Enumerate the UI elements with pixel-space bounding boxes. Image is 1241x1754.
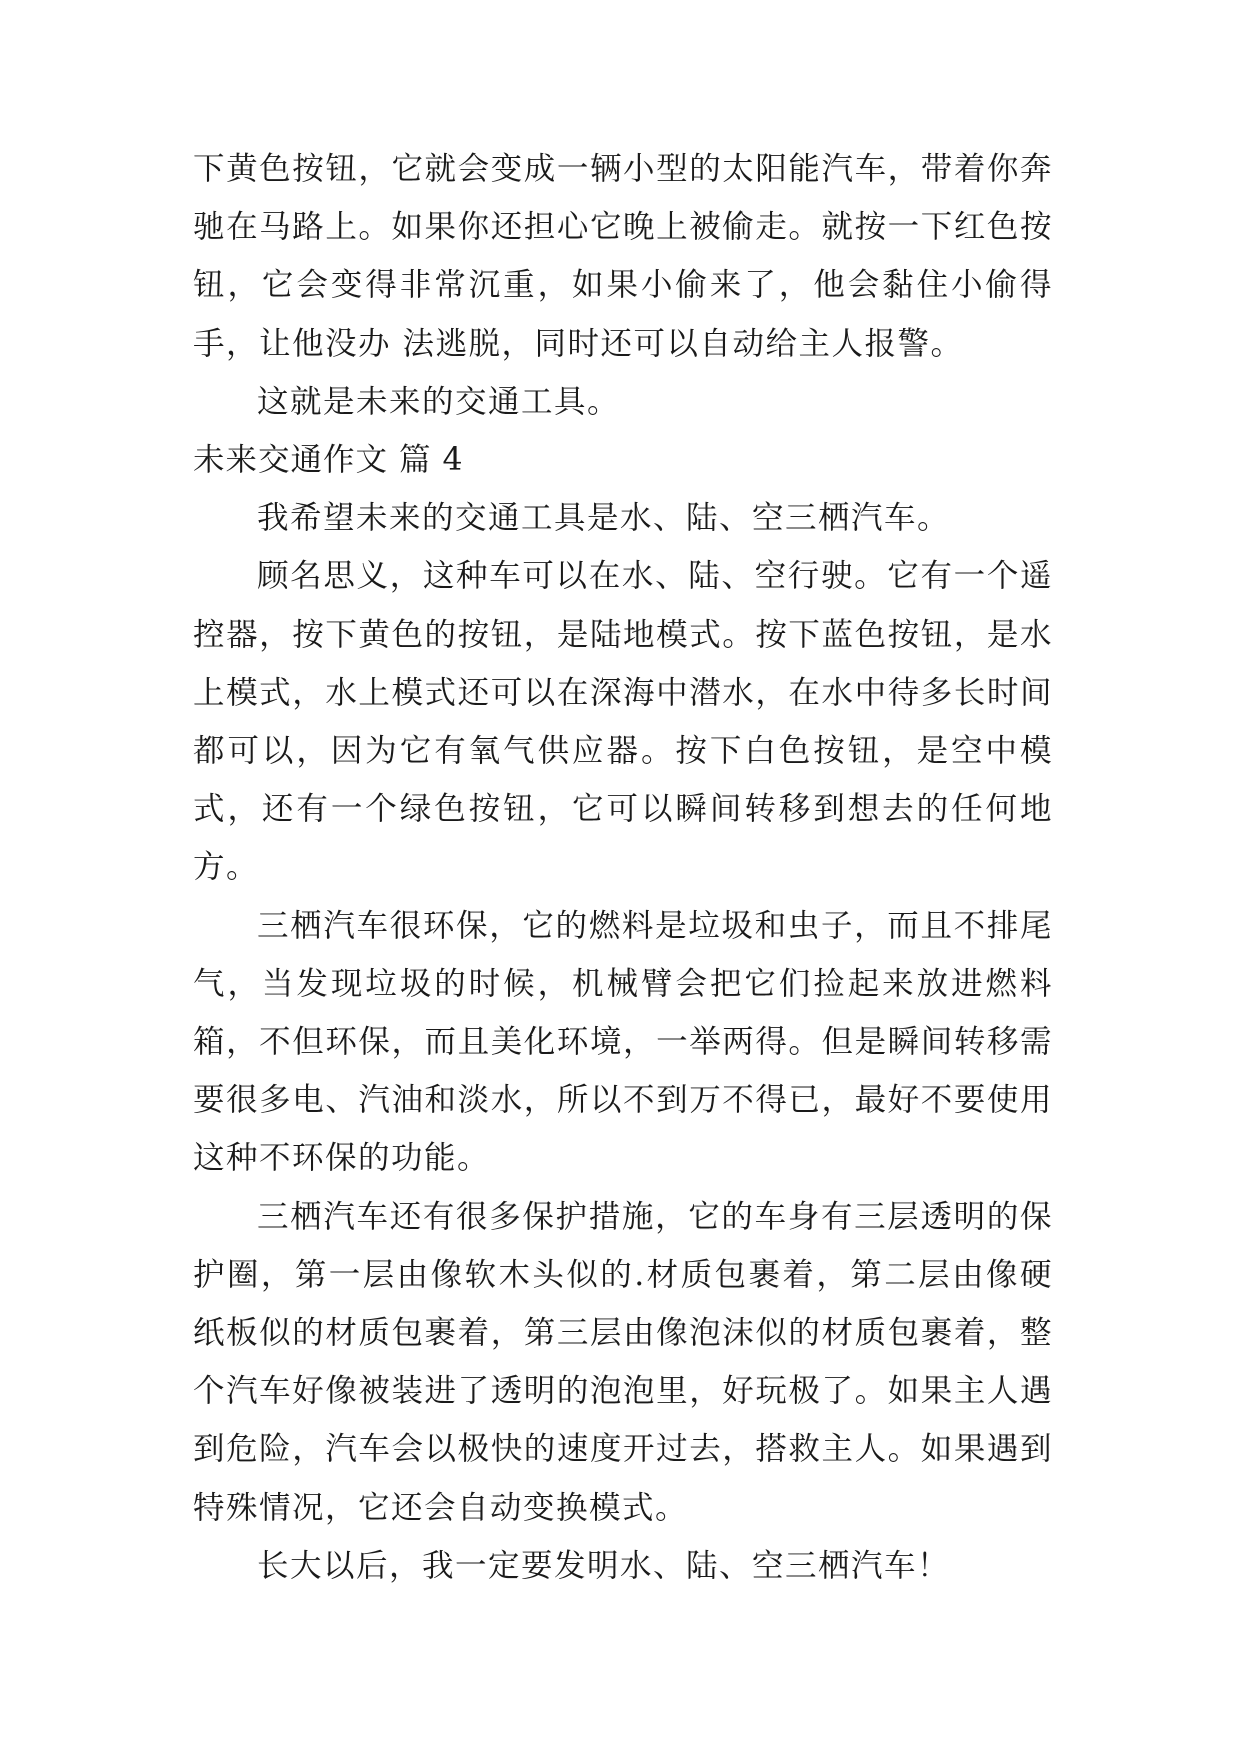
paragraph-protection: 三栖汽车还有很多保护措施，它的车身有三层透明的保护圈，第一层由像软木头似的.材质包裹着，第二层由像硬纸板似的材质包裹着，第三层由像泡沫似的材质包裹着，整个汽车好像被装进了透明的泡泡里，好玩极了。如果主人遇到危险，汽车会以极快的速度开过去，搭救主人。如果遇到特殊情况，它还会自动变换模式。 — [193, 1198, 1053, 1526]
paragraph-ending: 长大以后，我一定要发明水、陆、空三栖汽车！ — [257, 1547, 951, 1584]
paragraph-conclusion: 这就是未来的交通工具。 — [257, 383, 621, 420]
paragraph-modes: 顾名思义，这种车可以在水、陆、空行驶。它有一个遥控器，按下黄色的按钮，是陆地模式。按下蓝色按钮，是水上模式，水上模式还可以在深海中潜水，在水中待多长时间都可以，因为它有氧气供应器。按下白色按钮，是空中模式，还有一个绿色按钮，它可以瞬间转移到想去的任何地方。 — [193, 558, 1053, 886]
section-title: 未来交通作文 篇 4 — [193, 442, 464, 479]
paragraph-environment: 三栖汽车很环保，它的燃料是垃圾和虫子，而且不排尾气，当发现垃圾的时候，机械臂会把它们捡起来放进燃料箱，不但环保，而且美化环境，一举两得。但是瞬间转移需要很多电、汽油和淡水，所以不到万不得已，最好不要使用这种不环保的功能。 — [193, 907, 1053, 1177]
paragraph-continued: 下黄色按钮，它就会变成一辆小型的太阳能汽车，带着你奔驰在马路上。如果你还担心它晚上被偷走。就按一下红色按钮，它会变得非常沉重，如果小偷来了，他会黏住小偷得手，让他没办 法逃脱，同时还可以自动给主人报警。 — [193, 151, 1053, 362]
paragraph-intro: 我希望未来的交通工具是水、陆、空三栖汽车。 — [257, 500, 951, 537]
document-body — [193, 140, 1053, 1595]
